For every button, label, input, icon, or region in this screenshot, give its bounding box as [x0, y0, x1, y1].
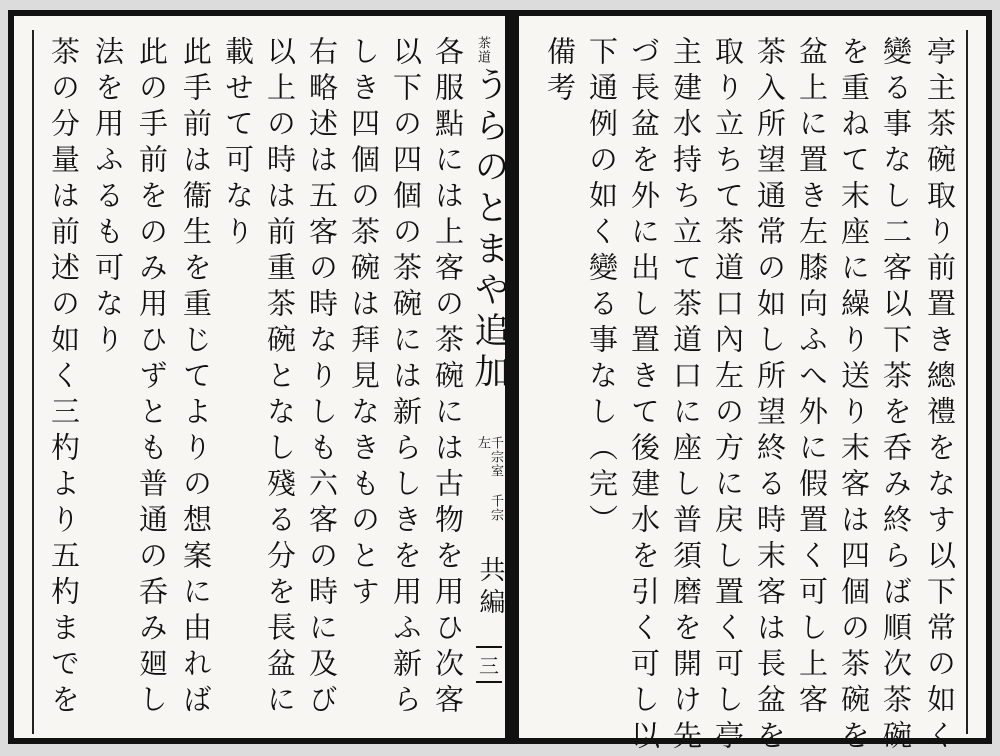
right-page-column-2: 變る事なし二客以下茶を呑み終らば順次茶碗	[878, 36, 914, 756]
left-page-column-1: 各服點には上客の茶碗には古物を用ひ次客	[430, 36, 466, 720]
right-page-column-3: を重ねて末座に繰り送り末客は四個の茶碗を	[836, 36, 872, 756]
left-page-column-4: 右略述は五客の時なりしも六客の時に及び	[304, 36, 340, 720]
left-page-column-7: 此手前は衞生を重じてよりの想案に由れば	[178, 36, 214, 720]
right-page-column-7: 主建水持ち立て茶道口に座し普須磨を開け先	[668, 36, 704, 756]
right-page-column-1: 亭主茶碗取り前置き總禮をなす以下常の如く	[922, 36, 958, 756]
series-label: 茶道	[476, 36, 489, 64]
right-page-column-9: 下通例の如く變る事なし（完）	[584, 36, 620, 540]
book-title: うらのとまや追加	[470, 66, 508, 394]
right-page-column-6: 取り立ちて茶道口內左の方に戻し置く可し亭	[710, 36, 746, 756]
editors-role: 共編	[472, 556, 509, 620]
left-page-column-6: 載せて可なり	[220, 36, 256, 252]
left-page-column-3: しき四個の茶碗は拜見なきものとす	[346, 36, 382, 612]
left-page-column-8: 此の手前をのみ用ひずとも普通の呑み廻し	[134, 36, 170, 720]
editors-label: 千宗室 千宗左	[476, 436, 502, 526]
left-page-column-10: 茶の分量は前述の如く三杓より五杓までを	[46, 36, 82, 720]
left-margin-rule	[32, 30, 34, 734]
right-page-column-4: 盆上に置き左膝向ふへ外に假置く可し上客	[794, 36, 830, 720]
page-number: 三	[476, 646, 502, 683]
right-page-column-5: 茶入所望通常の如し所望終る時末客は長盆を	[752, 36, 788, 756]
left-page-column-9: 法を用ふるも可なり	[90, 36, 126, 360]
right-page-column-8: づ長盆を外に出し置きて後建水を引く可し以	[626, 36, 662, 756]
right-page-column-10: 備考	[542, 36, 578, 108]
left-page-column-2: 以下の四個の茶碗には新らしきを用ふ新ら	[388, 36, 424, 720]
running-header	[470, 36, 508, 716]
left-page-column-5: 以上の時は前重茶碗となし殘る分を長盆に	[262, 36, 298, 720]
right-margin-rule	[966, 30, 968, 734]
